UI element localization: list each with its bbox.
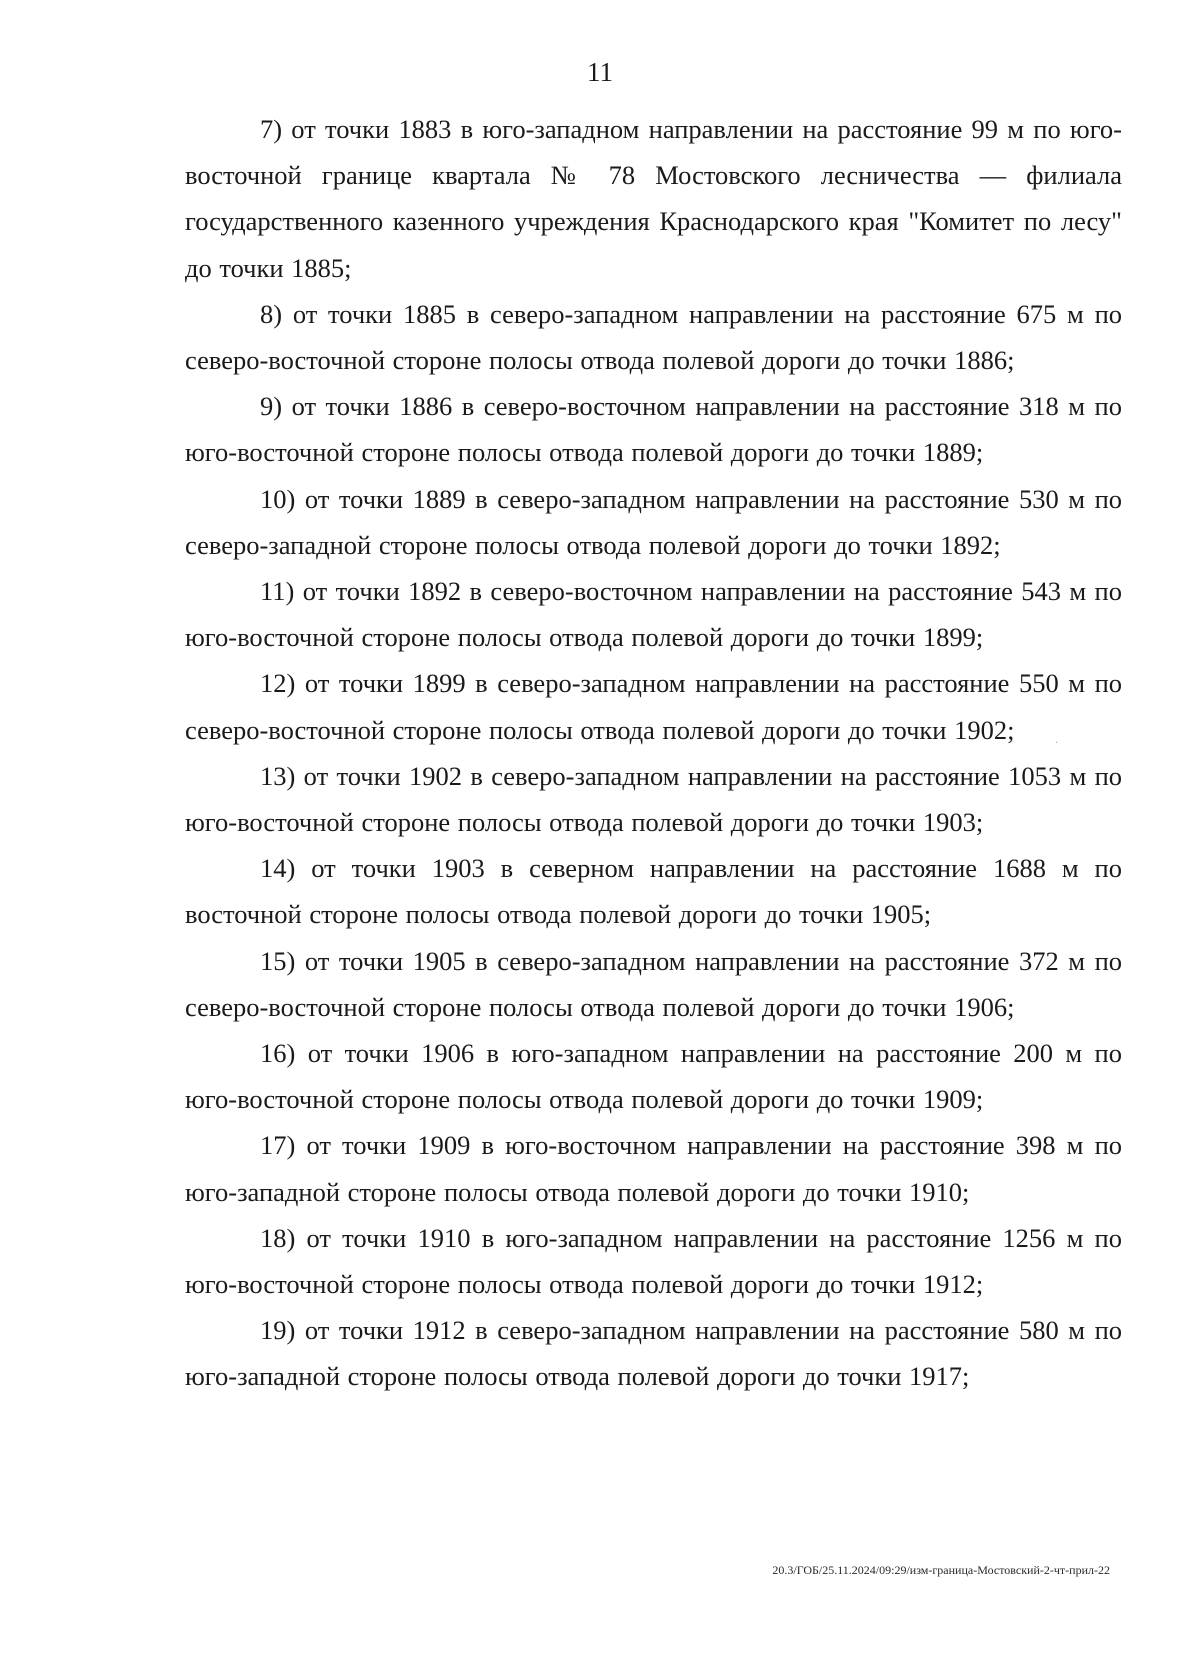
paragraph-item-14: 14) от точки 1903 в северном направлении на расстояние 1688 м по восточной стороне полосы отвода полевой дороги до точки 1905;: [185, 853, 1122, 930]
paragraph-item-19: 19) от точки 1912 в северо-западном направлении на расстояние 580 м по юго-западной стороне полосы отвода полевой дороги до точки 1917;: [185, 1315, 1122, 1392]
paragraph-item-18: 18) от точки 1910 в юго-западном направлении на расстояние 1256 м по юго-восточной стороне полосы отвода полевой дороги до точки 1912;: [185, 1222, 1122, 1300]
paragraph-item-13: 13) от точки 1902 в северо-западном направлении на расстояние 1053 м по юго-восточной стороне полосы отвода полевой дороги до точки 1903;: [185, 760, 1122, 838]
document-body: [185, 106, 1122, 1400]
paragraph-item-15: 15) от точки 1905 в северо-западном направлении на расстояние 372 м по северо-восточной стороне полосы отвода полевой дороги до точки 1906;: [185, 945, 1122, 1022]
paragraph-item-8: 8) от точки 1885 в северо-западном направлении на расстояние 675 м по северо-восточной стороне полосы отвода полевой дороги до точки 1886;: [185, 298, 1122, 376]
paragraph-item-9: 9) от точки 1886 в северо-восточном направлении на расстояние 318 м по юго-восточной стороне полосы отвода полевой дороги до точки 1889;: [185, 391, 1122, 468]
paragraph-item-10: 10) от точки 1889 в северо-западном направлении на расстояние 530 м по северо-западной стороне полосы отвода полевой дороги до точки 1892;: [185, 483, 1122, 560]
paragraph-item-11: 11) от точки 1892 в северо-восточном направлении на расстояние 543 м по юго-восточной стороне полосы отвода полевой дороги до точки 1899;: [185, 576, 1122, 653]
paragraph-item-12: 12) от точки 1899 в северо-западном направлении на расстояние 550 м по северо-восточной стороне полосы отвода полевой дороги до точки 1902;: [185, 668, 1122, 745]
document-footer-code: 20.3/ГОБ/25.11.2024/09:29/изм-граница-Мостовский-2-чт-прил-22: [772, 1563, 1110, 1577]
paragraph-item-17: 17) от точки 1909 в юго-восточном направлении на расстояние 398 м по юго-западной стороне полосы отвода полевой дороги до точки 1910;: [185, 1130, 1122, 1207]
paragraph-item-16: 16) от точки 1906 в юго-западном направлении на расстояние 200 м по юго-восточной стороне полосы отвода полевой дороги до точки 1909;: [185, 1038, 1122, 1115]
page-number: 11: [587, 57, 613, 87]
scan-dot-mark: ·: [1055, 738, 1059, 749]
paragraph-item-7: 7) от точки 1883 в юго-западном направлении на расстояние 99 м по юго-восточной границе квартала № 78 Мостовского лесничества — филиала государственного казенного учреждения Краснодарского края "Комитет по лесу" до точки 1885;: [185, 114, 1122, 283]
